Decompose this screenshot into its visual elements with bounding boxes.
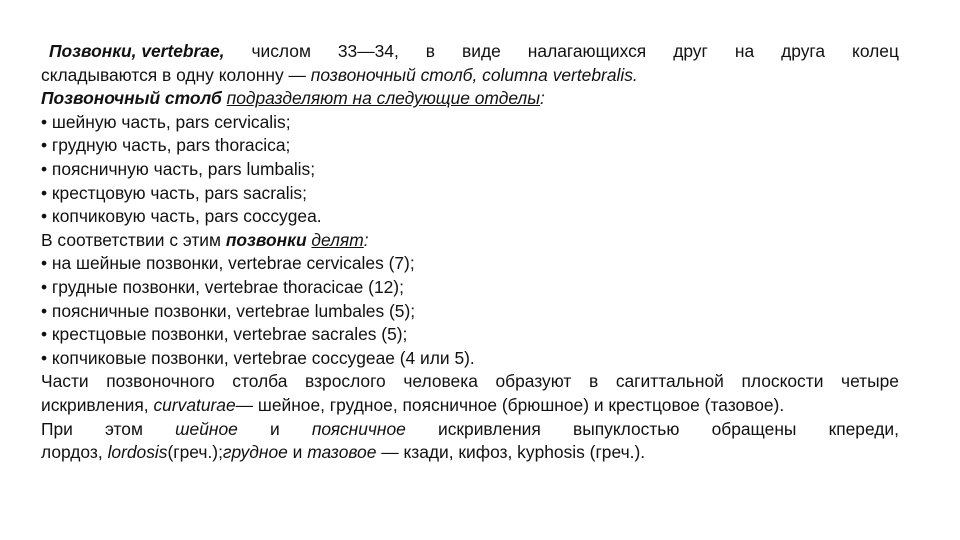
word: в <box>588 371 599 392</box>
word: Части <box>41 371 89 392</box>
word: плоскости <box>741 371 824 392</box>
list-item: • крестцовые позвонки, vertebrae sacrales (5); <box>41 324 408 345</box>
word: четыре <box>841 371 899 392</box>
list-item: • на шейные позвонки, vertebrae cervicales (7); <box>41 253 415 274</box>
list-item: • копчиковую часть, pars coccygea. <box>41 206 322 227</box>
text: искривления, <box>41 394 154 415</box>
word: и <box>269 418 280 439</box>
word: налагающихся <box>527 41 647 61</box>
word: числом <box>251 41 311 61</box>
list-item: • грудную часть, pars thoracica; <box>41 135 291 156</box>
paragraph-1-line-2 <box>41 64 899 88</box>
term-spinal-column: Позвоночный столб <box>41 88 222 109</box>
term-curvaturae: curvaturae <box>153 394 236 415</box>
term-lordosis: lordosis <box>107 442 168 463</box>
paragraph-4-line-2 <box>41 394 899 418</box>
list-item: • грудные позвонки, vertebrae thoracicae (12); <box>41 276 404 297</box>
word: взрослого <box>305 371 386 392</box>
list-item: • шейную часть, pars cervicalis; <box>41 111 291 132</box>
list-item: • крестцовую часть, pars sacralis; <box>41 182 307 203</box>
list-item: • копчиковые позвонки, vertebrae coccygeae (4 или 5). <box>41 347 475 368</box>
colon: : <box>540 88 545 109</box>
text: В соответствии с этим <box>41 229 226 250</box>
paragraph-4-line-4 <box>41 441 899 465</box>
text: (греч.); <box>167 442 223 463</box>
word: сагиттальной <box>615 371 724 392</box>
term-vertebrae-lat: vertebrae, <box>141 41 225 61</box>
paragraph-1-line-1 <box>41 40 899 64</box>
word: виде <box>462 41 501 61</box>
word: друг <box>673 41 708 61</box>
word-italic: поясничное <box>311 418 406 439</box>
word: 33—34, <box>337 41 399 61</box>
word: в <box>425 41 436 61</box>
word: выпуклостью <box>572 418 680 439</box>
term-columna-vertebralis: позвоночный столб, columna vertebralis. <box>310 64 638 85</box>
underlined-word: делят <box>311 229 364 250</box>
text: — кзади, кифоз, kyphosis (греч.). <box>376 442 646 463</box>
section-heading-vertebrae <box>41 229 899 253</box>
section-heading-divisions <box>41 87 899 111</box>
word: на <box>734 41 755 61</box>
word: столба <box>232 371 288 392</box>
word: кпереди, <box>828 418 899 439</box>
underlined-phrase: подразделяют на следующие отделы <box>226 88 541 109</box>
term-vertebrae-ru: Позвонки, <box>49 41 137 61</box>
word: колец <box>852 41 899 61</box>
word: друга <box>781 41 826 61</box>
text: складываются в одну колонну — <box>41 64 311 85</box>
text-content <box>41 40 899 465</box>
word: обращены <box>711 418 797 439</box>
paragraph-4-line-3 <box>41 418 899 442</box>
word-italic: тазовое <box>307 442 377 463</box>
text: и <box>287 442 308 463</box>
text: — шейное, грудное, поясничное (брюшное) и крестцовое (тазовое). <box>235 394 785 415</box>
word-italic: шейное <box>175 418 238 439</box>
term-vertebrae: позвонки <box>225 229 307 250</box>
colon: : <box>363 229 369 250</box>
word-italic: грудное <box>222 442 288 463</box>
word: При <box>41 418 73 439</box>
paragraph-4-line-1 <box>41 370 899 394</box>
word: человека <box>403 371 478 392</box>
word: позвоночного <box>106 371 215 392</box>
word: этом <box>105 418 143 439</box>
text: лордоз, <box>41 442 108 463</box>
list-item: • поясничные позвонки, vertebrae lumbales (5); <box>41 300 416 321</box>
word: искривления <box>438 418 541 439</box>
word: образуют <box>495 371 572 392</box>
list-item: • поясничную часть, pars lumbalis; <box>41 158 316 179</box>
